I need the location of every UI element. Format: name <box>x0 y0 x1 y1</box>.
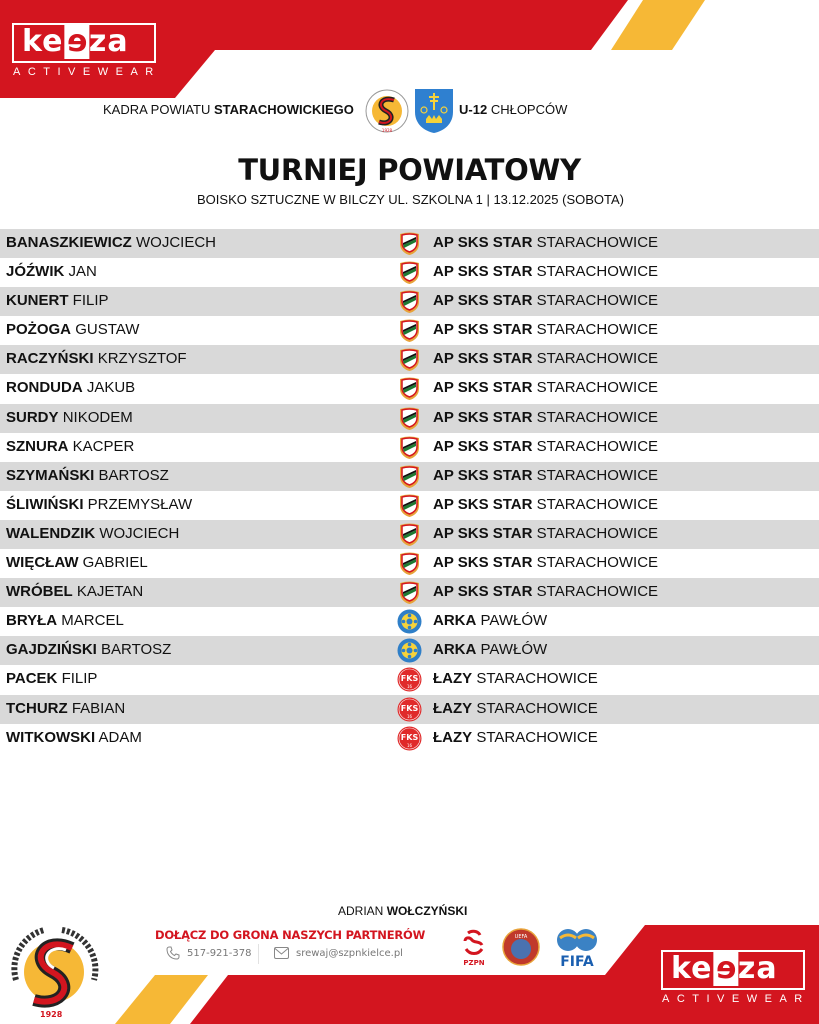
club-name-bold: AP SKS STAR <box>433 321 533 339</box>
player-first-name: BARTOSZ <box>101 641 172 659</box>
player-name <box>6 379 135 396</box>
svg-text:1928: 1928 <box>40 1010 63 1019</box>
player-last-name: GAJDZIŃSKI <box>6 641 97 659</box>
player-first-name: KACPER <box>72 437 135 455</box>
player-name <box>6 670 97 687</box>
player-row <box>0 520 819 549</box>
player-first-name: FILIP <box>72 292 109 310</box>
keeza-logo-bottom <box>661 950 811 1010</box>
club-name-rest: STARACHOWICE <box>536 263 659 281</box>
club-crest-arka-icon <box>397 609 422 634</box>
player-row <box>0 695 819 724</box>
brand-name-right: za <box>88 24 129 59</box>
club-crest-star-icon <box>397 551 422 576</box>
club-name-rest: STARACHOWICE <box>536 408 659 426</box>
club-crest-fks-icon <box>397 697 422 722</box>
club-name-rest: STARACHOWICE <box>536 234 659 251</box>
club-crest-star-icon <box>397 580 422 605</box>
club-crest-star-icon <box>397 406 422 431</box>
player-first-name: NIKODEM <box>62 408 133 426</box>
player-first-name: WOJCIECH <box>99 524 180 542</box>
player-first-name: ADAM <box>98 728 142 746</box>
player-last-name: WITKOWSKI <box>6 728 96 746</box>
brand-name-left: ke <box>22 24 64 59</box>
player-last-name: PACEK <box>6 670 58 688</box>
players-list <box>0 229 819 753</box>
player-last-name: WRÓBEL <box>6 583 73 601</box>
club-name <box>433 409 658 426</box>
player-row <box>0 665 819 694</box>
club-name-rest: STARACHOWICE <box>476 670 598 688</box>
header-yellow-stripe <box>611 0 705 50</box>
player-row <box>0 549 819 578</box>
club-name <box>433 350 658 367</box>
club-name-bold: AP SKS STAR <box>433 292 533 310</box>
category-rest: CHŁOPCÓW <box>490 102 568 117</box>
player-name <box>6 641 171 658</box>
contact-divider <box>258 944 259 964</box>
player-first-name: JAN <box>68 263 97 281</box>
phone-icon <box>166 946 180 960</box>
szpn-logo-icon <box>364 86 410 136</box>
uefa-label: UEFA <box>514 934 528 940</box>
player-first-name: WOJCIECH <box>136 234 216 251</box>
player-name <box>6 467 169 484</box>
player-last-name: SZYMAŃSKI <box>6 466 95 484</box>
club-name-rest: STARACHOWICE <box>536 292 659 310</box>
svg-text:16: 16 <box>406 742 413 748</box>
category-bold: U-12 <box>459 102 488 117</box>
club-crest-star-icon <box>397 289 422 314</box>
coach-last: WOŁCZYŃSKI <box>386 904 468 918</box>
pzpn-label: PZPN <box>463 959 485 967</box>
player-name <box>6 729 142 746</box>
club-crest-star-icon <box>397 347 422 372</box>
player-row <box>0 287 819 316</box>
club-name <box>433 321 658 338</box>
coach-first: ADRIAN <box>338 904 384 918</box>
club-crest-arka-icon <box>397 638 422 663</box>
club-name-rest: STARACHOWICE <box>536 321 659 339</box>
club-name-bold: AP SKS STAR <box>433 466 533 484</box>
player-name <box>6 234 216 251</box>
club-name <box>433 670 598 687</box>
email-address[interactable]: srewaj@szpnkielce.pl <box>296 948 403 959</box>
club-name-bold: ŁAZY <box>433 728 473 746</box>
player-first-name: KRZYSZTOF <box>97 350 187 368</box>
club-name-bold: AP SKS STAR <box>433 583 533 601</box>
club-crest-star-icon <box>397 435 422 460</box>
player-name <box>6 700 125 717</box>
player-last-name: SURDY <box>6 408 59 426</box>
phone-number[interactable]: 517-921-378 <box>187 948 252 959</box>
club-name-bold: AP SKS STAR <box>433 379 533 397</box>
club-name <box>433 234 658 251</box>
club-crest-star-icon <box>397 493 422 518</box>
club-name <box>433 729 598 746</box>
player-last-name: ŚLIWIŃSKI <box>6 495 84 513</box>
brand-tagline-bottom: ACTIVEWEAR <box>662 993 810 1005</box>
club-name-rest: STARACHOWICE <box>536 524 659 542</box>
club-name-rest: STARACHOWICE <box>536 466 659 484</box>
coach-name <box>338 904 467 918</box>
kadra-label <box>103 102 354 117</box>
club-crest-fks-icon <box>397 667 422 692</box>
club-crest-star-icon <box>397 522 422 547</box>
club-name-bold: AP SKS STAR <box>433 263 533 281</box>
club-name-bold: AP SKS STAR <box>433 234 533 251</box>
player-first-name: GUSTAW <box>75 321 140 339</box>
player-row <box>0 258 819 287</box>
player-last-name: RACZYŃSKI <box>6 350 94 368</box>
kadra-prefix: KADRA POWIATU <box>103 102 211 117</box>
player-row <box>0 433 819 462</box>
brand-tagline: ACTIVEWEAR <box>13 66 161 78</box>
player-first-name: JAKUB <box>86 379 136 397</box>
club-name-bold: ŁAZY <box>433 670 473 688</box>
player-name <box>6 583 143 600</box>
player-first-name: MARCEL <box>61 612 124 630</box>
club-name-bold: AP SKS STAR <box>433 495 533 513</box>
svg-text:1928: 1928 <box>381 128 393 133</box>
club-name <box>433 467 658 484</box>
brand-name-right-bottom: za <box>737 951 778 986</box>
club-crest-star-icon <box>397 464 422 489</box>
player-name <box>6 263 97 280</box>
player-first-name: BARTOSZ <box>98 466 169 484</box>
player-name <box>6 350 187 367</box>
club-name <box>433 525 658 542</box>
club-name-rest: PAWŁÓW <box>480 612 548 630</box>
club-name-rest: STARACHOWICE <box>536 554 659 572</box>
club-name <box>433 641 547 658</box>
svg-text:16: 16 <box>406 713 413 719</box>
club-name <box>433 263 658 280</box>
club-name-bold: ARKA <box>433 612 477 630</box>
player-row <box>0 316 819 345</box>
club-name-rest: STARACHOWICE <box>536 495 659 513</box>
club-name-bold: AP SKS STAR <box>433 554 533 572</box>
player-first-name: GABRIEL <box>82 554 148 572</box>
keeza-logo-top <box>12 23 161 78</box>
club-name-bold: ŁAZY <box>433 699 473 717</box>
player-last-name: BRYŁA <box>6 612 58 630</box>
club-name-bold: AP SKS STAR <box>433 524 533 542</box>
club-name <box>433 379 658 396</box>
category-label <box>459 102 567 117</box>
svg-text:FKS: FKS <box>400 732 419 742</box>
player-last-name: POŻOGA <box>6 321 72 339</box>
brand-name-mirrored: e <box>65 24 87 59</box>
player-name <box>6 554 148 571</box>
player-first-name: KAJETAN <box>76 583 144 601</box>
club-name-rest: STARACHOWICE <box>536 583 659 601</box>
footer-yellow-stripe <box>115 975 208 1024</box>
club-name-bold: ARKA <box>433 641 477 659</box>
player-row <box>0 491 819 520</box>
player-name <box>6 496 192 513</box>
player-last-name: SZNURA <box>6 437 69 455</box>
pzpn-logo-icon <box>462 929 486 967</box>
club-crest-star-icon <box>397 260 422 285</box>
uefa-logo-icon <box>502 928 540 966</box>
club-crest-star-icon <box>397 318 422 343</box>
player-row <box>0 578 819 607</box>
fifa-label: FIFA <box>560 954 594 968</box>
email-icon <box>274 947 289 959</box>
player-row <box>0 724 819 753</box>
club-name-rest: STARACHOWICE <box>476 728 598 746</box>
player-last-name: KUNERT <box>6 292 69 310</box>
club-name-rest: STARACHOWICE <box>476 699 598 717</box>
player-name <box>6 409 133 426</box>
fifa-logo-icon <box>554 928 600 968</box>
player-row <box>0 229 819 258</box>
club-name-rest: STARACHOWICE <box>536 437 659 455</box>
player-row <box>0 345 819 374</box>
player-last-name: WIĘCŁAW <box>6 554 79 572</box>
player-last-name: JÓŹWIK <box>6 263 65 281</box>
player-name <box>6 292 109 309</box>
brand-name-left-bottom: ke <box>671 951 713 986</box>
player-last-name: WALENDZIK <box>6 524 96 542</box>
club-crest-fks-icon <box>397 726 422 751</box>
page-title: TURNIEJ POWIATOWY <box>238 153 581 187</box>
player-name <box>6 321 139 338</box>
club-name <box>433 583 658 600</box>
player-name <box>6 525 179 542</box>
player-name <box>6 438 134 455</box>
player-row <box>0 636 819 665</box>
player-first-name: FILIP <box>61 670 98 688</box>
szpn-logo-large-icon <box>4 920 104 1020</box>
partners-heading: DOŁĄCZ DO GRONA NASZYCH PARTNERÓW <box>155 928 426 942</box>
svg-text:FKS: FKS <box>400 674 419 684</box>
svg-text:FKS: FKS <box>400 703 419 713</box>
club-crest-star-icon <box>397 231 422 256</box>
club-name <box>433 496 658 513</box>
player-last-name: RONDUDA <box>6 379 83 397</box>
player-name <box>6 612 124 629</box>
svg-text:16: 16 <box>406 684 413 690</box>
club-name-bold: AP SKS STAR <box>433 408 533 426</box>
kadra-bold: STARACHOWICKIEGO <box>214 102 354 117</box>
player-last-name: BANASZKIEWICZ <box>6 234 132 251</box>
player-first-name: PRZEMYSŁAW <box>87 495 193 513</box>
club-name-rest: PAWŁÓW <box>480 641 548 659</box>
coat-of-arms-icon <box>414 88 454 134</box>
club-name <box>433 292 658 309</box>
club-name-bold: AP SKS STAR <box>433 437 533 455</box>
brand-name-mirrored-bottom: e <box>714 951 736 986</box>
club-name <box>433 612 547 629</box>
player-row <box>0 374 819 403</box>
club-crest-star-icon <box>397 376 422 401</box>
page-subtitle: BOISKO SZTUCZNE W BILCZY UL. SZKOLNA 1 | 13.12.2025 (SOBOTA) <box>197 192 624 207</box>
club-name-rest: STARACHOWICE <box>536 350 659 368</box>
player-row <box>0 462 819 491</box>
player-row <box>0 404 819 433</box>
club-name <box>433 554 658 571</box>
player-row <box>0 607 819 636</box>
club-name-bold: AP SKS STAR <box>433 350 533 368</box>
player-first-name: FABIAN <box>71 699 126 717</box>
player-last-name: TCHURZ <box>6 699 68 717</box>
club-name <box>433 438 658 455</box>
club-name-rest: STARACHOWICE <box>536 379 659 397</box>
club-name <box>433 700 598 717</box>
